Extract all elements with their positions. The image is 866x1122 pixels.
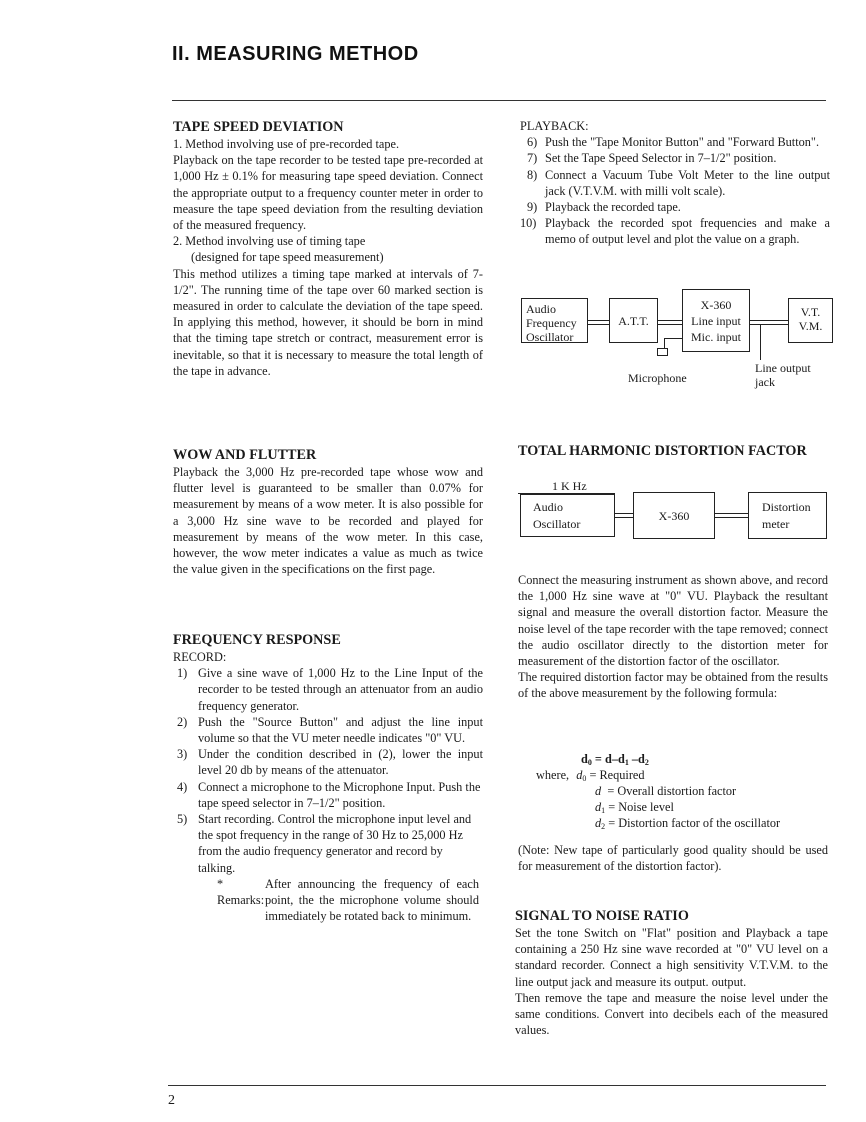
step-text: Push the "Tape Monitor Button" and "Forward Button". (545, 135, 820, 150)
snr-paragraph-2: Then remove the tape and measure the noise level under the same conditions. Convert into decibels each of the measured values. (515, 990, 828, 1038)
connector (750, 320, 788, 325)
thd-heading-block (518, 442, 838, 460)
x360-box (682, 289, 750, 352)
audio-oscillator-box (520, 494, 615, 537)
record-step (173, 746, 483, 778)
step-text: Connect a Vacuum Tube Volt Meter to the line output jack (V.T.V.M. with milli volt scale). (545, 167, 830, 198)
step-text: Give a sine wave of 1,000 Hz to the Line Input of the recorder to be tested through an attenuator from an audio frequency generator. (198, 666, 483, 713)
def-d1-text: = Noise level (608, 800, 674, 814)
osc-label-2: Frequency (526, 316, 577, 330)
step-text: Set the Tape Speed Selector in 7–1/2" position. (545, 151, 777, 166)
connector (588, 320, 609, 325)
distortion-label-1: Distortion (762, 500, 811, 514)
microphone-label: Microphone (628, 371, 687, 385)
audio-osc-label-1: Audio (533, 500, 563, 514)
remarks (173, 876, 483, 925)
wow-flutter-heading: WOW AND FLUTTER (173, 447, 317, 463)
remarks-text: After announcing the frequency of each point, the the microphone volume should immediately be rotated back to minimum. (265, 876, 479, 924)
record-step (173, 811, 483, 876)
step-number: 8) (527, 167, 538, 182)
connector (715, 513, 748, 518)
top-divider (172, 100, 826, 101)
formula-definitions (536, 767, 780, 831)
step-text: Under the condition described in (2), lower the input level 20 db by means of the attenuator. (198, 747, 483, 778)
step-number: 2) (177, 714, 188, 729)
wow-flutter-paragraph: Playback the 3,000 Hz pre-recorded tape whose wow and flutter level is guaranteed to be smaller than 0.07% for measurement by means of a wow meter. It is also possible for a 3,000 Hz sine wave to be recorded and played for measurement by means of the wow meter. In this case, however, the wow meter indicates a value as much as twice the value given in the specifications on the first page. (173, 465, 483, 577)
x360-label: X-360 (658, 509, 690, 523)
bottom-divider (168, 1085, 826, 1086)
step-number: 3) (177, 747, 188, 762)
mic-input-label: Mic. input (691, 330, 741, 344)
osc-label-3: Oscillator (526, 330, 574, 344)
thd-note-text: (Note: New tape of particularly good quality should be used for measurement of the distortion factor). (518, 843, 828, 874)
line-input-label: Line input (691, 314, 741, 328)
frequency-response-section (173, 631, 483, 924)
definition-d2: $d_2$ = Distortion factor of the oscillator (595, 816, 781, 831)
step-text: Playback the recorded tape. (545, 200, 681, 215)
step-text: Connect a microphone to the Microphone Input. Push the tape speed selector in 7–1/2" position. (198, 779, 481, 810)
where-label: where, (536, 768, 570, 782)
attenuator-box (609, 298, 658, 343)
connector (658, 320, 682, 325)
playback-section (520, 118, 830, 248)
microphone-icon (657, 348, 668, 356)
microphone-lead (664, 338, 682, 339)
tape-speed-method2: 2. Method involving use of timing tape (173, 234, 366, 249)
playback-step (520, 134, 830, 150)
thd-paragraph-2: The required distortion factor may be obtained from the results of the above measurement by the following formula: (518, 670, 828, 701)
tape-speed-section (173, 118, 483, 379)
thd-paragraph-1: Connect the measuring instrument as shown above, and record the 1,000 Hz sine wave at "0" VU. Playback the resultant signal and measure the overall distortion factor. Measure the noise level of the tape recorder with the tape removed; connect the audio oscillator directly to the distortion meter for measurement of the distortion factor of the oscillator. (518, 573, 828, 669)
playback-step (520, 199, 830, 215)
step-number: 10) (520, 216, 537, 231)
tape-speed-paragraph-2: This method utilizes a timing tape marked at intervals of 7-1/2". The running time of the tape over 60 marked section is measured in order to calculate the deviation of the tape speed. In applying this method, however, it should be born in mind that the timing tape stretch or contract, measurement error is inevitable, so that it is necessary to measure the total length of the tape in advance. (173, 266, 483, 378)
wow-flutter-section (173, 446, 483, 577)
tape-speed-paragraph-1: Playback on the tape recorder to be tested tape pre-recorded at 1,000 Hz ± 0.1% for measuring tape speed deviation. Connect the appropriate output to a frequency counter meter in order to measure the tape speed deviation from the resulting deviation of the measured frequency. (173, 153, 483, 233)
x360-box (633, 492, 715, 539)
page-title: II. MEASURING METHOD (172, 43, 419, 65)
line-output-jack-lead (760, 324, 761, 360)
step-number: 7) (527, 151, 538, 166)
distortion-formula: $d_0 = d-d_1$ $-d_2$ (581, 752, 649, 767)
audio-frequency-oscillator-box (521, 298, 588, 343)
vtvm-label-2: V.M. (798, 319, 823, 333)
playback-step (520, 215, 830, 247)
connector (615, 513, 633, 518)
record-label: RECORD: (173, 650, 227, 664)
step-number: 9) (527, 200, 538, 215)
playback-label: PLAYBACK: (520, 119, 589, 133)
definition-d: d = Overall distortion factor (595, 784, 737, 798)
line-out-label-1: Line output (755, 361, 811, 375)
snr-paragraph-1: Set the tone Switch on "Flat" position and Playback a tape containing a 250 Hz sine wave recorded at "0" VU level on a standard recorder. Connect a high sensitivity V.T.V.M. to the line output jack and measure its output. output. (515, 926, 828, 989)
line-out-label-2: jack (755, 375, 775, 389)
attenuator-label: A.T.T. (618, 314, 649, 328)
frequency-response-heading: FREQUENCY RESPONSE (173, 632, 341, 648)
thd-note (518, 842, 828, 874)
thd-section (518, 572, 828, 702)
thd-heading: TOTAL HARMONIC DISTORTION FACTOR (518, 443, 807, 459)
frequency-label: 1 K Hz (552, 479, 587, 493)
snr-section (515, 907, 828, 1038)
distortion-meter-box (748, 492, 827, 539)
step-text: Start recording. Control the microphone input level and the spot frequency in the range of 30 Hz to 25,000 Hz from the audio frequency generator and record by talking. (198, 812, 472, 875)
definition-d0: where, $d_0$ = Required (536, 768, 645, 783)
record-step (173, 779, 483, 811)
audio-osc-label-2: Oscillator (533, 517, 581, 531)
tape-speed-method2-sub: (designed for tape speed measurement) (191, 250, 384, 265)
def-d-text: = Overall distortion factor (607, 784, 737, 798)
tape-speed-method1: 1. Method involving use of pre-recorded tape. (173, 137, 400, 151)
record-step (173, 714, 483, 746)
step-number: 4) (177, 779, 188, 794)
x360-label: X-360 (700, 298, 732, 312)
def-d2-text: = Distortion factor of the oscillator (608, 816, 781, 830)
playback-step (520, 167, 830, 199)
step-text: Push the "Source Button" and adjust the line input volume so that the VU meter needle indicates "0" VU. (198, 714, 483, 746)
def-d0-text: = Required (589, 768, 645, 782)
record-step (173, 665, 483, 714)
step-number: 1) (177, 666, 188, 681)
osc-label-1: Audio (526, 302, 556, 316)
playback-step (520, 150, 830, 166)
step-number: 5) (177, 812, 188, 827)
line-output-jack-label (755, 361, 811, 389)
tape-speed-heading: TAPE SPEED DEVIATION (173, 119, 344, 135)
remarks-label: * Remarks: (217, 876, 265, 908)
step-text: Playback the recorded spot frequencies and make a memo of output level and plot the value on a graph. (545, 216, 830, 247)
definition-d1: $d_1$ = Noise level (595, 800, 674, 815)
snr-heading: SIGNAL TO NOISE RATIO (515, 908, 689, 924)
distortion-label-2: meter (762, 517, 790, 531)
page-number: 2 (168, 1093, 175, 1108)
step-number: 6) (527, 135, 538, 150)
vtvm-box (788, 298, 833, 343)
vtvm-label-1: V.T. (800, 305, 821, 319)
